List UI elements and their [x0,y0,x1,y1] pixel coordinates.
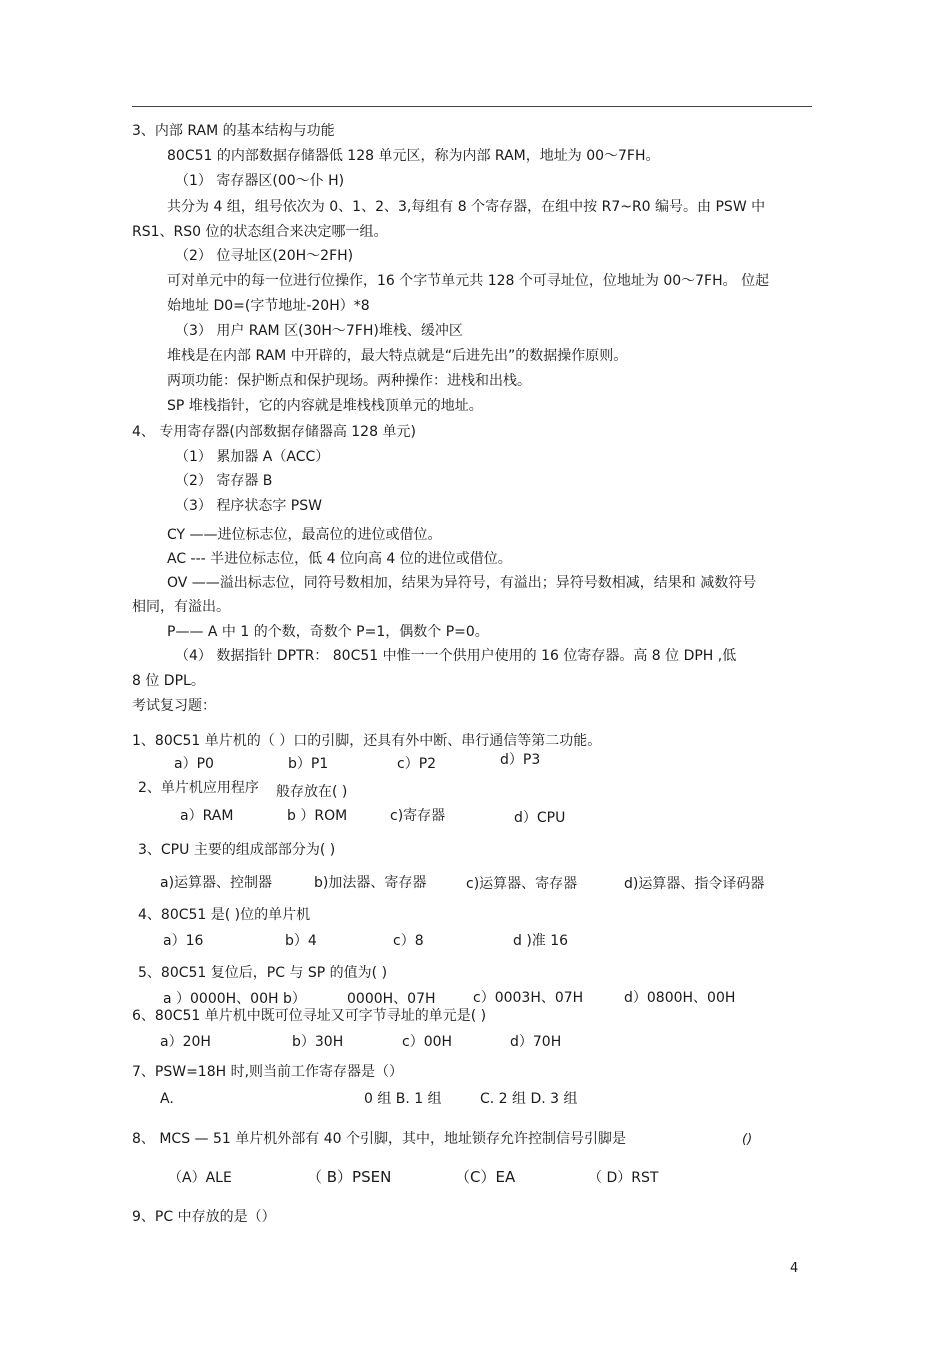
q6-option-b: b）30H [292,1034,344,1050]
q5-option-c: c）0003H、07H [473,990,584,1006]
q4-option-a: a）16 [163,933,204,949]
text-line: 相同，有溢出。 [132,599,230,615]
q1-option-c: c）P2 [397,756,437,772]
question-7: 7、PSW=18H 时,则当前工作寄存器是（） [132,1064,404,1080]
q2-option-a: a）RAM [180,808,234,824]
text-line: （1） 累加器 A（ACC） [175,449,330,465]
q7-option-c-d: C. 2 组 D. 3 组 [480,1091,578,1107]
q3-option-c: c)运算器、寄存器 [466,876,578,892]
q8-option-a: （A）ALE [168,1170,232,1186]
q8-option-d: （ D）RST [588,1170,659,1186]
text-line: CY ——进位标志位，最高位的进位或借位。 [167,527,442,543]
text-line: （2） 位寻址区(20H～2FH) [175,248,354,264]
q2-option-c: c)寄存器 [390,808,446,824]
text-line: （1） 寄存器区(00～仆 H) [175,173,345,189]
header-rule [132,106,812,107]
q7-option-a-b: 0 组 B. 1 组 [364,1091,442,1107]
q2-option-d: d）CPU [514,810,566,826]
q3-option-a: a)运算器、控制器 [160,875,273,891]
q5-option-d: d）0800H、00H [624,990,736,1006]
text-line: （2） 寄存器 B [175,473,273,489]
question-2-cont: 般存放在( ) [276,784,348,800]
question-3: 3、CPU 主要的组成部部分为( ) [138,842,336,858]
question-9: 9、PC 中存放的是（） [132,1209,276,1225]
q1-option-d: d）P3 [500,752,541,768]
q7-option-a: A. [160,1091,174,1107]
section-4-heading: 4、 专用寄存器(内部数据存储器高 128 单元) [132,424,416,440]
text-line: （4） 数据指针 DPTR： 80C51 中惟一一个供用户使用的 16 位寄存器。高 8 位 DPH ,低 [175,648,737,664]
q8-option-b: （ B）PSEN [307,1168,392,1186]
q4-option-b: b）4 [285,933,317,949]
text-line: 堆栈是在内部 RAM 中开辟的，最大特点就是“后进先出”的数据操作原则。 [167,348,628,364]
text-line: AC --- 半进位标志位，低 4 位向高 4 位的进位或借位。 [167,551,512,567]
question-4: 4、80C51 是( )位的单片机 [138,907,311,923]
question-8-blank: () [742,1132,753,1147]
text-line: OV ——溢出标志位，同符号数相加，结果为异符号，有溢出；异符号数相减，结果和 减数符号 [167,575,757,591]
page-number: 4 [790,1261,799,1276]
q3-option-b: b)加法器、寄存器 [314,875,427,891]
q5-option-b-value: 0000H、07H [347,991,436,1007]
text-line: 共分为 4 组，组号依次为 0、1、2、3,每组有 8 个寄存器，在组中按 R7~R0 编号。由 PSW 中 [167,199,766,215]
question-5: 5、80C51 复位后，PC 与 SP 的值为( ) [138,965,388,981]
text-line: （3） 用户 RAM 区(30H～7FH)堆栈、缓冲区 [175,323,463,339]
q4-option-d: d )准 16 [513,933,569,949]
question-8: 8、 MCS — 51 单片机外部有 40 个引脚，其中，地址锁存允许控制信号引脚是 [132,1131,626,1147]
text-line: P—— A 中 1 的个数，奇数个 P=1，偶数个 P=0。 [167,624,489,640]
text-line: RS1、RS0 位的状态组合来决定哪一组。 [132,224,388,240]
q6-option-d: d）70H [510,1034,562,1050]
section-3-heading: 3、内部 RAM 的基本结构与功能 [132,123,335,139]
text-line: （3） 程序状态字 PSW [175,498,322,514]
q4-option-c: c）8 [393,933,424,949]
question-2: 2、单片机应用程序 [138,780,259,796]
q6-option-c: c）00H [402,1034,453,1050]
q3-option-d: d)运算器、指令译码器 [624,876,765,892]
q1-option-a: a）P0 [174,756,214,772]
text-line: 两项功能：保护断点和保护现场。两种操作：进栈和出栈。 [167,373,531,389]
question-1: 1、80C51 单片机的（ ）口的引脚，还具有外中断、串行通信等第二功能。 [132,733,602,749]
q2-option-b: b ）ROM [287,808,348,824]
text-line: 始地址 D0=(字节地址-20H）*8 [167,298,370,314]
q6-option-a: a）20H [160,1034,211,1050]
text-line: 可对单元中的每一位进行位操作，16 个字节单元共 128 个可寻址位，位地址为 00～7FH。 位起 [167,273,770,289]
text-line: SP 堆栈指针，它的内容就是堆栈栈顶单元的地址。 [167,398,483,414]
q5-option-a-b: a ）0000H、00H b） [163,991,306,1007]
question-6: 6、80C51 单片机中既可位寻址又可字节寻址的单元是( ) [132,1008,487,1024]
q1-option-b: b）P1 [288,756,329,772]
text-line: 8 位 DPL。 [132,673,205,689]
review-heading: 考试复习题： [132,698,216,714]
q8-option-c: （C）EA [455,1168,516,1186]
text-line: 80C51 的内部数据存储器低 128 单元区，称为内部 RAM，地址为 00～7FH。 [167,148,660,164]
